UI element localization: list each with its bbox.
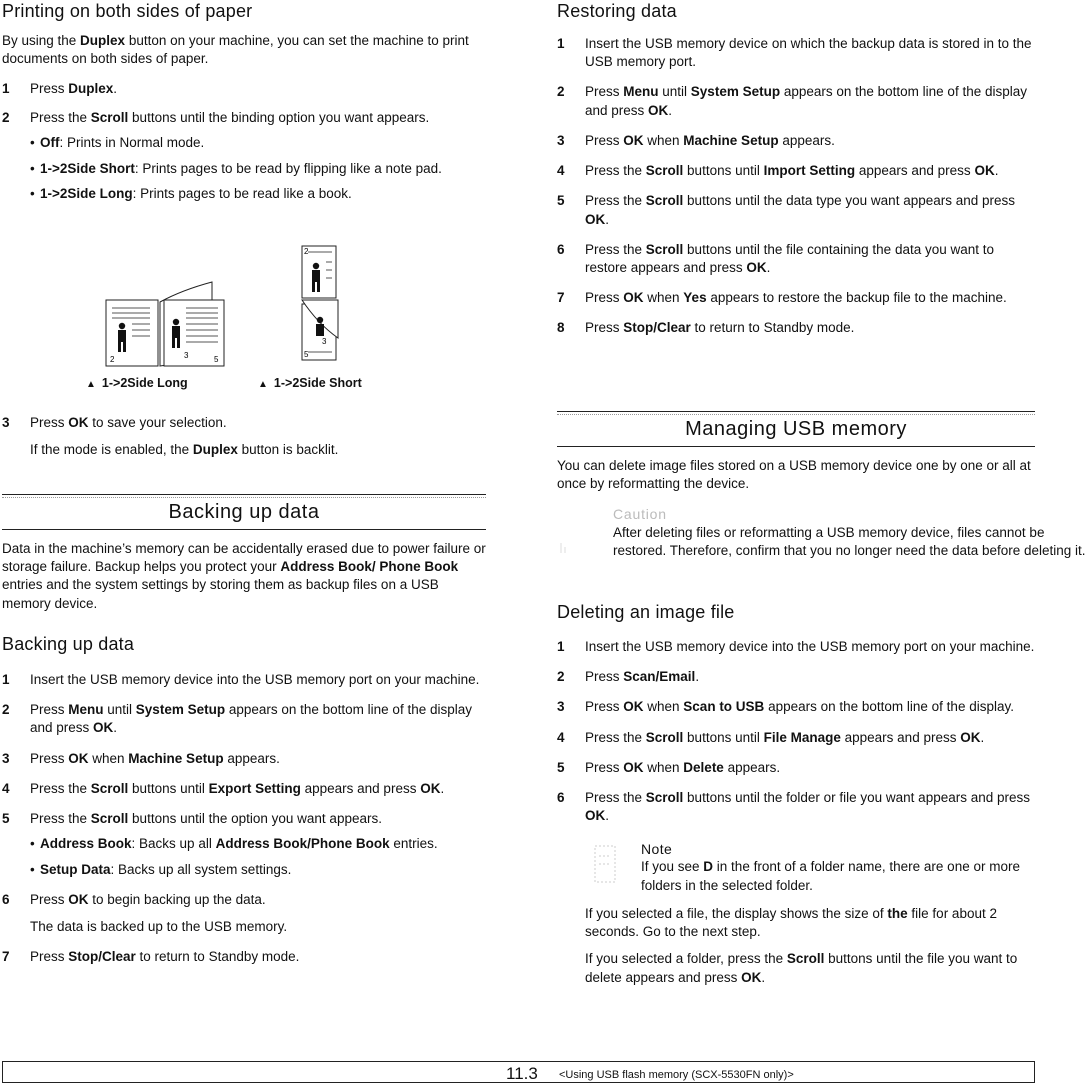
- duplex-step-3: 3 Press OK to save your selection. If the mode is enabled, the Duplex button is backlit.: [2, 414, 486, 459]
- backup-step-3: 3 Press OK when Machine Setup appears.: [2, 750, 280, 766]
- footer-chapter: <Using USB flash memory (SCX-5530FN only)>: [559, 1069, 794, 1081]
- duplex-title: Printing on both sides of paper: [2, 1, 253, 21]
- duplex-figure: [82, 238, 382, 398]
- note-text: If you see D in the front of a folder name, there are one or more folders in the selected folder.: [641, 859, 1020, 893]
- book-binding-illustration: [102, 262, 242, 372]
- backup-option-address-book: • Address Book: Backs up all Address Book/Phone Book entries.: [30, 835, 486, 853]
- banner-backing-up: Backing up data: [2, 494, 486, 530]
- caution-box: [557, 505, 1091, 560]
- backup-title: Backing up data: [2, 634, 135, 654]
- restore-title: Restoring data: [557, 1, 677, 21]
- delete-step-5: 5 Press OK when Delete appears.: [557, 759, 781, 775]
- caution-text: After deleting files or reformatting a USB memory device, files cannot be restored. Therefore, confirm that you no longer need the data before deleting it.: [613, 524, 1086, 559]
- backup-step-5: 5 Press the Scroll buttons until the option you want appears. • Address Book: Backs up all Address Book/Phone Book entries. • Setup Data: Backs up all system settings.: [2, 810, 486, 879]
- caution-icon: [557, 509, 597, 553]
- restore-step-7: 7 Press OK when Yes appears to restore the backup file to the machine.: [557, 290, 1007, 306]
- note-icon: [585, 842, 625, 886]
- delete-title: Deleting an image file: [557, 602, 735, 622]
- delete-step-6-folder: If you selected a folder, press the Scroll buttons until the file you want to delete appears and press OK.: [585, 951, 1018, 985]
- backup-option-setup-data: • Setup Data: Backs up all system settings.: [30, 861, 486, 879]
- caution-title: Caution: [613, 506, 667, 522]
- page-number: 11.3: [506, 1064, 538, 1083]
- banner-managing-usb: Managing USB memory: [557, 411, 1035, 447]
- svg-text:5: 5: [304, 350, 309, 359]
- duplex-option-long: • 1->2Side Long: Prints pages to be read like a book.: [30, 185, 486, 203]
- backup-step-1: 1 Insert the USB memory device into the USB memory port on your machine.: [2, 672, 480, 687]
- backup-step-7: 7 Press Stop/Clear to return to Standby mode.: [2, 949, 300, 965]
- backup-intro: Data in the machine’s memory can be accidentally erased due to power failure or storage failure. Backup helps you protect your Address Book/ Phone Book entries and the system settings by storing them as backup files on a USB memory device.: [2, 541, 486, 611]
- backup-step-6-note: The data is backed up to the USB memory.: [30, 918, 288, 934]
- caption-short: ▲ 1->2Side Short: [258, 376, 362, 390]
- tablet-binding-illustration: [298, 244, 348, 366]
- duplex-option-short: • 1->2Side Short: Prints pages to be read by flipping like a note pad.: [30, 160, 486, 178]
- triangle-icon: ▲: [258, 379, 268, 390]
- backup-step-6: 6 Press OK to begin backing up the data. The data is backed up to the USB memory.: [2, 891, 486, 936]
- caption-long: ▲ 1->2Side Long: [86, 376, 188, 390]
- restore-step-1: 1 Insert the USB memory device on which the backup data is stored in to the USB memory port.: [557, 36, 1032, 70]
- delete-step-2: 2 Press Scan/Email.: [557, 669, 700, 685]
- delete-step-4: 4 Press the Scroll buttons until File Manage appears and press OK.: [557, 729, 985, 745]
- svg-text:3: 3: [184, 351, 189, 360]
- usb-intro: You can delete image files stored on a USB memory device one by one or all at once by reformatting the device.: [557, 458, 1031, 492]
- triangle-icon: ▲: [86, 379, 96, 390]
- delete-step-6: 6 Press the Scroll buttons until the folder or file you want appears and press OK. Note If you see D in the front of a folder name, there are one or more folders in the selected folder. If you selected a file, the display shows the size of the file for about 2 seconds. Go to the next step. If you selected a folder, press the Scroll buttons until the file you want to delete appears and press OK.: [557, 789, 1035, 987]
- restore-step-4: 4 Press the Scroll buttons until Import Setting appears and press OK.: [557, 163, 999, 179]
- svg-text:2: 2: [304, 247, 309, 256]
- svg-text:3: 3: [322, 337, 327, 346]
- duplex-step-3-note: If the mode is enabled, the Duplex button is backlit.: [30, 442, 339, 458]
- restore-step-5: 5 Press the Scroll buttons until the data type you want appears and press OK.: [557, 193, 1016, 227]
- delete-step-6-file: If you selected a file, the display shows the size of the file for about 2 seconds. Go to the next step.: [585, 905, 997, 940]
- page-footer: [2, 1061, 1035, 1083]
- duplex-step-1: 1 Press Duplex.: [2, 81, 118, 96]
- restore-step-2: 2 Press Menu until System Setup appears on the bottom line of the display and press OK.: [557, 84, 1027, 118]
- duplex-step-2: 2 Press the Scroll buttons until the binding option you want appears. • Off: Prints in Normal mode. • 1->2Side Short: Prints pages to be read by flipping like a note pad. • 1->2Side Long: Prints pages to be read like a book.: [2, 109, 486, 203]
- svg-text:5: 5: [214, 355, 219, 364]
- restore-step-8: 8 Press Stop/Clear to return to Standby mode.: [557, 320, 855, 336]
- delete-step-3: 3 Press OK when Scan to USB appears on the bottom line of the display.: [557, 699, 1014, 715]
- backup-step-4: 4 Press the Scroll buttons until Export Setting appears and press OK.: [2, 780, 445, 796]
- duplex-option-off: • Off: Prints in Normal mode.: [30, 134, 486, 152]
- svg-text:2: 2: [110, 355, 115, 364]
- delete-step-1: 1 Insert the USB memory device into the USB memory port on your machine.: [557, 639, 1035, 654]
- note-title: Note: [641, 840, 673, 857]
- restore-step-3: 3 Press OK when Machine Setup appears.: [557, 132, 835, 148]
- restore-step-6: 6 Press the Scroll buttons until the file containing the data you want to restore appears and press OK.: [557, 241, 995, 275]
- note-box: [585, 840, 1035, 895]
- duplex-intro: By using the Duplex button on your machine, you can set the machine to print documents on both sides of paper.: [2, 33, 469, 67]
- backup-step-2: 2 Press Menu until System Setup appears on the bottom line of the display and press OK.: [2, 702, 472, 736]
